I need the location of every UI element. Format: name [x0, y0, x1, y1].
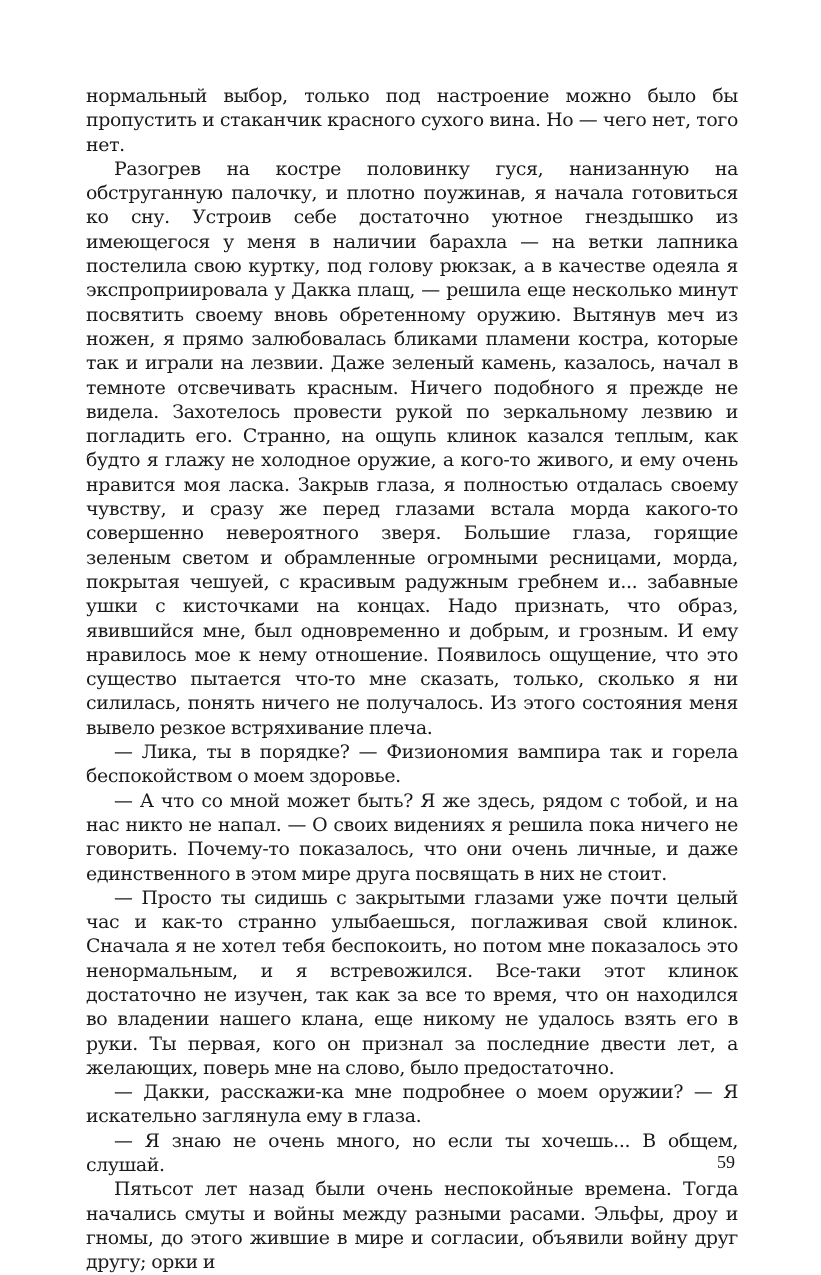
page-body	[86, 84, 738, 1275]
dialogue-line: — А что со мной может быть? Я же здесь, рядом с тобой, и на нас никто не напал. — О своих видениях я решила пока ничего не говорить. Почему-то показалось, что они очень личные, и даже единственного в этом мире друга посвящать в них не стоит.	[86, 789, 738, 885]
paragraph: нормальный выбор, только под настроение можно было бы пропустить и стаканчик красного сухого вина. Но — чего нет, того нет.	[86, 85, 738, 156]
page-number: 59	[717, 1152, 735, 1172]
dialogue-line: — Я знаю не очень много, но если ты хочешь... В общем, слушай.	[86, 1129, 738, 1177]
dialogue-line: — Просто ты сидишь с закрытыми глазами уже почти целый час и как-то странно улыбаешься, поглаживая свой клинок. Сначала я не хотел тебя беспокоить, но потом мне показалось это ненормальным, и я встревожился. Все-таки этот клинок достаточно не изучен, так как за все то время, что он находился во владении нашего клана, еще никому не удалось взять его в руки. Ты первая, кого он признал за последние двести лет, а желающих, поверь мне на слово, было предостаточно.	[86, 886, 738, 1079]
dialogue-line: — Лика, ты в порядке? — Физиономия вампира так и горела беспокойством о моем здоровье.	[86, 741, 738, 788]
dialogue-line: — Дакки, расскажи-ка мне подробнее о моем оружии? — Я искательно заглянула ему в глаза.	[86, 1081, 738, 1128]
paragraph: Разогрев на костре половинку гуся, нанизанную на обструганную палочку, и плотно поужинав, я начала готовиться ко сну. Устроив себе достаточно уютное гнездышко из имеющегося у меня в наличии барахла — на ветки лапника постелила свою куртку, под голову рюкзак, а в качестве одеяла я экспроприировала у Дакка плащ, — решила еще несколько минут посвятить своему вновь обретенному оружию. Вытянув меч из ножен, я прямо залюбовалась бликами пламени костра, которые так и играли на лезвии. Даже зеленый камень, казалось, начал в темноте отсвечивать красным. Ничего подобного я прежде не видела. Захотелось провести рукой по зеркальному лезвию и погладить его. Странно, на ощупь клинок казался теплым, как будто я глажу не холодное оружие, а кого-то живого, и ему очень нравится моя ласка. Закрыв глаза, я полностью отдалась своему чувству, и сразу же перед глазами встала морда какого-то совершенно невероятного зверя. Большие глаза, горящие зеленым светом и обрамленные огромными ресницами, морда, покрытая чешуей, с красивым радужным гребнем и... забавные ушки с кисточками на концах. Надо признать, что образ, явившийся мне, был одновременно и добрым, и грозным. И ему нравилось мое к нему отношение. Появилось ощущение, что это существо пытается что-то мне сказать, только, сколько я ни силилась, понять ничего не получалось. Из этого состояния меня вывело резкое встряхивание плеча.	[86, 157, 738, 739]
paragraph: Пятьсот лет назад были очень неспокойные времена. Тогда начались смуты и войны между разными расами. Эльфы, дроу и гномы, до этого жившие в мире и согласии, объявили войну друг другу; орки и	[86, 1178, 738, 1274]
